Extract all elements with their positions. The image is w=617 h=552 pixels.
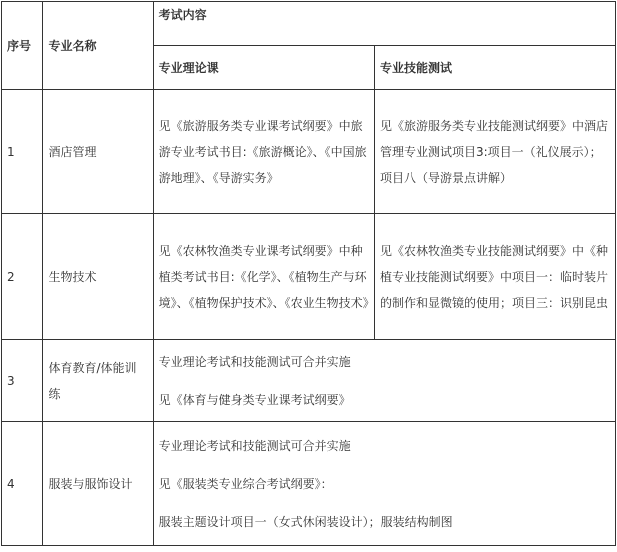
- header-num: 序号: [2, 2, 43, 90]
- row-name: 服装与服饰设计: [43, 422, 153, 546]
- table-row: [2, 340, 616, 422]
- row-name: 生物技术: [43, 214, 153, 340]
- header-theory: 专业理论课: [153, 46, 374, 90]
- row-theory: 见《农林牧渔类专业课考试纲要》中种植类考试书目:《化学》、《植物生产与环境》、《植物保护技术》、《农业生物技术》: [153, 214, 374, 340]
- row-name: 体育教育/体能训练: [43, 340, 153, 422]
- row-num: 1: [2, 90, 43, 214]
- row-num: 2: [2, 214, 43, 340]
- header-name: 专业名称: [43, 2, 153, 90]
- table-row: [2, 422, 616, 546]
- row-theory: 见《旅游服务类专业课考试纲要》中旅游专业考试书目:《旅游概论》、《中国旅游地理》、《导游实务》: [153, 90, 374, 214]
- content-line: 专业理论考试和技能测试可合并实施: [158, 438, 351, 453]
- content-line: 服装主题设计项目一（女式休闲装设计）；服装结构制图: [158, 514, 453, 529]
- row-skill: 见《农林牧渔类专业技能测试纲要》中《种植专业技能测试纲要》中项目一：临时装片的制作和显微镜的使用；项目三：识别昆虫: [374, 214, 615, 340]
- exam-table: [1, 1, 616, 546]
- header-row: [2, 2, 616, 46]
- header-exam-content: 考试内容: [153, 2, 615, 46]
- content-line: 见《体育与健身类专业课考试纲要》: [158, 392, 351, 407]
- table-row: [2, 214, 616, 340]
- row-name: 酒店管理: [43, 90, 153, 214]
- header-skill: 专业技能测试: [374, 46, 615, 90]
- row-num: 4: [2, 422, 43, 546]
- row-merged-content: [153, 422, 615, 546]
- content-line: 见《服装类专业综合考试纲要》：: [158, 476, 333, 491]
- row-merged-content: [153, 340, 615, 422]
- row-num: 3: [2, 340, 43, 422]
- row-skill: 见《旅游服务类专业技能测试纲要》中酒店管理专业测试项目3:项目一（礼仪展示）；项目八（导游景点讲解）: [374, 90, 615, 214]
- content-line: 专业理论考试和技能测试可合并实施: [158, 354, 351, 369]
- table-row: [2, 90, 616, 214]
